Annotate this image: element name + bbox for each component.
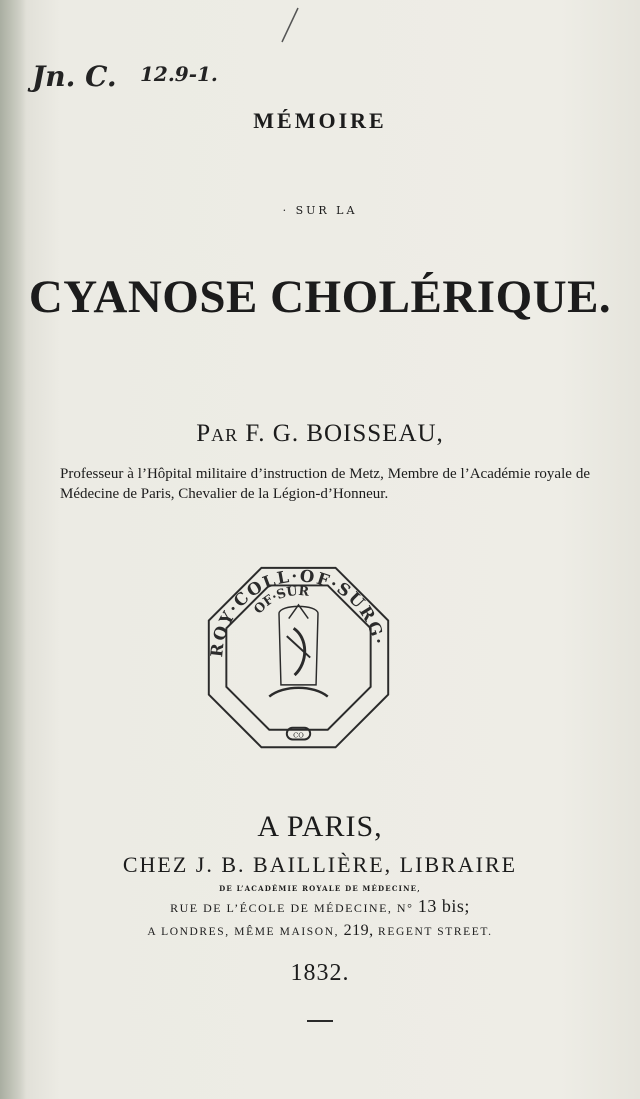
author-description: Professeur à l’Hôpital militaire d’instruction de Metz, Membre de l’Académie royale de Médecine de Paris, Chevalier de la Légion-d’Honneur. [60, 466, 590, 502]
address-street: RUE DE L’ÉCOLE DE MÉDECINE, N° [170, 901, 414, 915]
london-number: 219, [343, 922, 374, 939]
london-street: REGENT STREET. [378, 926, 493, 938]
seal-ring-text: ROY·COLL·OF·SURG· [206, 565, 390, 659]
main-title: CYANOSE CHOLÉRIQUE. [28, 271, 612, 323]
author-line [0, 420, 640, 448]
address-number: 13 bis; [417, 896, 470, 916]
library-seal-stamp [201, 560, 396, 760]
imprint-place: A PARIS, [257, 810, 383, 843]
closing-rule [307, 1020, 333, 1022]
title-memoire: MÉMOIRE [253, 108, 387, 133]
imprint-year: 1832. [290, 960, 350, 986]
seal-inner-text: CO [293, 731, 304, 740]
subtitle-sur-la: · SUR LA [282, 204, 358, 217]
imprint-publisher: CHEZ J. B. BAILLIÈRE, LIBRAIRE [122, 852, 518, 877]
author-prefix: Par [196, 420, 239, 447]
handwritten-mark-2: 12.9-1. [140, 62, 218, 86]
svg-text:ROY·COLL·OF·SURG· [206, 565, 389, 658]
imprint-academy: DE L’ACADÉMIE ROYALE DE MÉDECINE, [219, 884, 421, 893]
seal-top-text: OF·SUR [250, 582, 310, 617]
handwritten-mark-1: Jn. C. [32, 60, 117, 93]
imprint-address [0, 896, 640, 917]
london-prefix: A LONDRES, MÊME MAISON, [147, 926, 340, 938]
pencil-slash-mark [276, 6, 306, 46]
author-name: F. G. BOISSEAU, [245, 420, 444, 447]
imprint-london [0, 922, 640, 940]
